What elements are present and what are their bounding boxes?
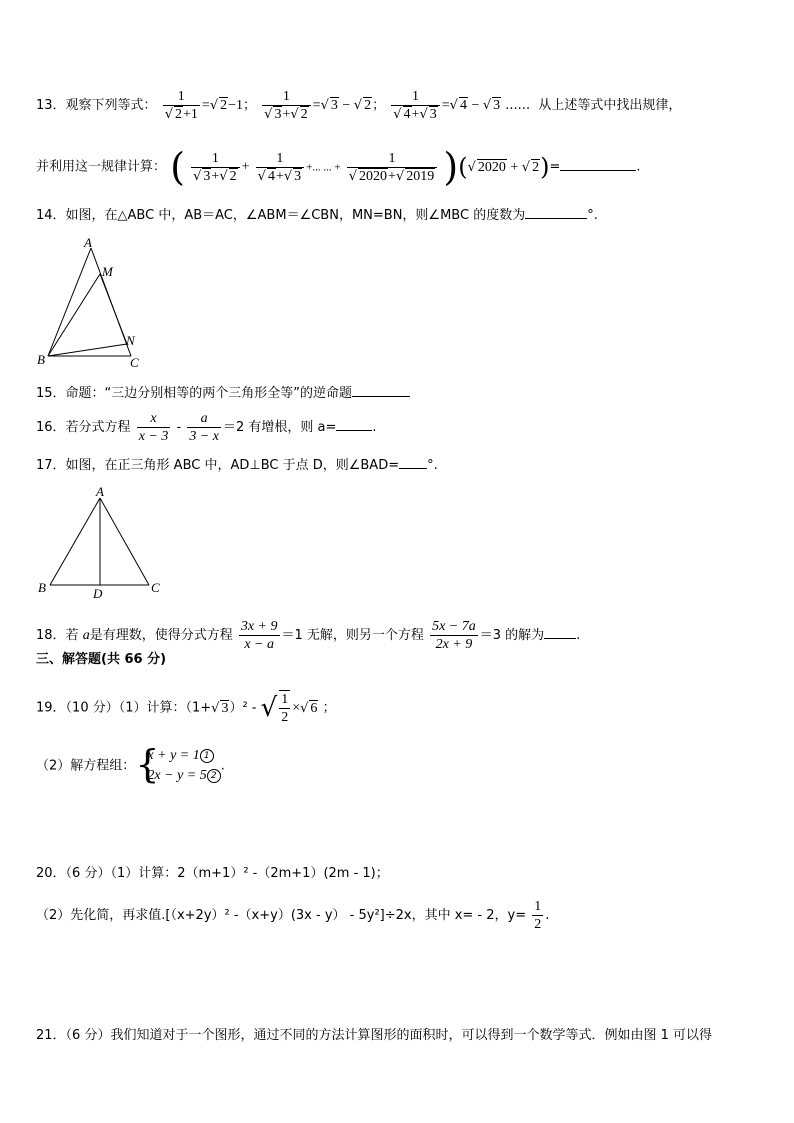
q13-line2-lead: 并利用这一规律计算：: [36, 159, 167, 175]
q14-label-m: M: [102, 264, 113, 279]
q19-equation-system: { x + y = 1 1 2x − y = 5 2: [139, 746, 220, 786]
q17-label-b: B: [38, 580, 46, 595]
q13-eq2-fraction: $\frac{1}{√ 3+√ 2}$: [262, 88, 311, 123]
q16-answer-blank[interactable]: [336, 418, 372, 431]
q20-y-fraction: $\frac{1}{2}$: [534, 899, 542, 932]
q18-answer-blank[interactable]: [544, 626, 576, 639]
q14-answer-blank[interactable]: [525, 206, 587, 219]
q17-label-a: A: [96, 484, 104, 499]
q20-part1: 20．（6 分）（1）计算：2（m+1）² -（2m+1）(2m - 1)；: [36, 866, 389, 881]
section-3-title: 三、解答题(共 66 分): [36, 652, 167, 667]
q19-sqrt-fraction: $\frac{1}{2}$: [281, 692, 289, 725]
q14-label-b: B: [37, 352, 45, 367]
q13-line1: 13．观察下列等式： $\frac{1}{√ 2+1}$ =√ 2−1； $\frac{1}{√ 3+√ 2}$ =√ 3 − √ 2； $\frac{1}{√ 4+√ 3}$ =√ 4 − √ 3 ...... 从上述等式中找出规律，: [36, 89, 682, 122]
q13-ellipsis: +... ... +: [306, 161, 341, 174]
q17-figure: [34, 484, 166, 602]
q18-fraction-2: $\frac{5x - 7a}{2x + 9}$: [432, 619, 476, 652]
q13-tail: 从上述等式中找出规律，: [538, 98, 682, 113]
q13-sum-term-3: $\frac{1}{√ 2020+√ 2019}$: [347, 150, 438, 185]
q13-lead: 观察下列等式：: [65, 98, 157, 113]
q13-sum-term-2: $\frac{1}{√ 4+√ 3}$: [256, 150, 305, 185]
q17-side-ac: [100, 498, 149, 585]
q14-side-ab: [48, 248, 91, 356]
q13-eq1-fraction: $\frac{1}{√ 2+1}$: [164, 89, 198, 122]
q14-figure: [34, 234, 146, 370]
q14-segment-mn: [100, 274, 127, 344]
q13-eq3-fraction: $\frac{1}{√ 4+√ 3}$: [391, 88, 440, 123]
q21-text: 21．（6 分）我们知道对于一个图形，通过不同的方法计算图形的面积时，可以得到一个数学等式．例如由图 1 可以得: [36, 1028, 712, 1043]
q13-dots: ......: [505, 98, 531, 113]
q13-line2: 并利用这一规律计算： ( $\frac{1}{√ 3+√ 2}$ + $\frac{1}{√ 4+√ 3}$ +... ... + $\frac{1}{√ 2020+√ 2019}$ )(√ 2020 + √ 2)= .: [36, 145, 641, 189]
circled-mark-2: 2: [207, 769, 221, 783]
q19-part1: 19．（10 分）（1）计算：（1+√ 3）² - √ $\frac{1}{2}$ ×√ 6 ；: [36, 692, 336, 725]
q15-text: 15．命题：“三边分别相等的两个三角形全等”的逆命题: [36, 384, 410, 404]
q17-text: 17．如图，在正三角形 ABC 中，AD⊥BC 于点 D，则∠BAD= °.: [36, 458, 438, 473]
q13-answer-blank[interactable]: [560, 158, 636, 171]
q17-label-d: D: [93, 586, 103, 601]
q17-answer-blank[interactable]: [399, 456, 427, 469]
circled-mark-1: 1: [200, 749, 214, 763]
q13-sum-term-1: $\frac{1}{√ 3+√ 2}$: [191, 150, 240, 185]
q15-answer-blank[interactable]: [352, 384, 410, 397]
q17-label-c: C: [151, 580, 160, 595]
q19-part2: （2）解方程组： { x + y = 1 1 2x − y = 5 2 .: [36, 746, 225, 786]
q14-text: 14．如图，在△ABC 中，AB＝AC，∠ABM＝∠CBN，MN=BN，则∠MBC 的度数为 °.: [36, 208, 598, 223]
q14-label-a: A: [84, 235, 92, 250]
q13-number: 13．: [36, 98, 66, 113]
q16-fraction-1: $\frac{x}{x - 3}$: [138, 411, 169, 444]
q16-line: 16．若分式方程 $\frac{x}{x - 3}$ - $\frac{a}{3 - x}$ ＝2 有增根，则 a= .: [36, 411, 377, 444]
q17-side-ab: [50, 498, 100, 585]
q18-fraction-1: $\frac{3x + 9}{x - a}$: [240, 619, 278, 652]
q18-line: 18．若 a是有理数，使得分式方程 $\frac{3x + 9}{x - a}$ ＝1 无解，则另一个方程 $\frac{5x - 7a}{2x + 9}$ ＝3 的解为 .: [36, 619, 581, 652]
q20-part2: （2）先化简，再求值.[（x+2y）² -（x+y）(3x - y） - 5y²]÷2x，其中 x= - 2，y= $\frac{1}{2}$ .: [36, 899, 550, 932]
q14-label-n: N: [126, 333, 135, 348]
q14-label-c: C: [130, 355, 139, 370]
q14-segment-bn: [48, 344, 127, 356]
q16-fraction-2: $\frac{a}{3 - x}$: [189, 411, 220, 444]
q14-segment-bm: [48, 274, 100, 356]
